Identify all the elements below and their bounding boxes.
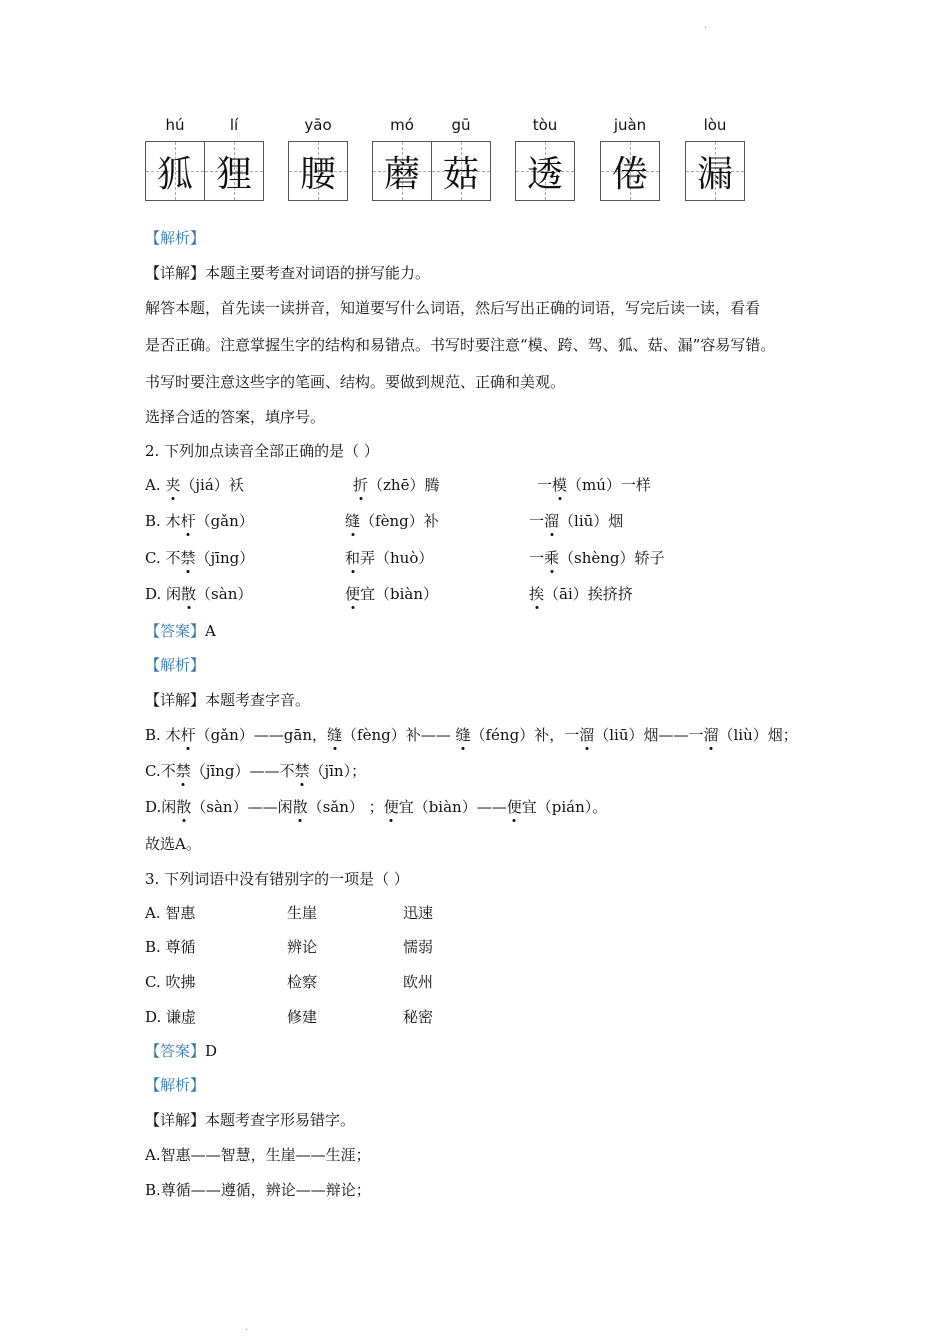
- q3-explain-a: A.智惠——智慧，生崖——生涯；: [145, 1146, 371, 1164]
- char-box: 狸: [205, 141, 264, 201]
- q2-explain-c: C.不禁（jīng）——不禁（jīn）；: [145, 762, 367, 780]
- char-box: 透: [515, 141, 575, 201]
- q3-answer: 【答案】D: [145, 1042, 218, 1060]
- pinyin: juàn: [613, 116, 647, 134]
- question-3-stem: 3. 下列词语中没有错别字的一项是（ ）: [145, 870, 409, 888]
- header-dot: .: [704, 20, 708, 31]
- q2-explain-d: D.闲散（sàn）——闲散（sǎn） ；便宜（biàn）——便宜（pián）。: [145, 798, 608, 816]
- q2-answer: 【答案】A: [145, 622, 216, 640]
- pinyin: lí: [229, 116, 239, 134]
- detail-line: 【详解】本题主要考查对词语的拼写能力。: [145, 264, 431, 282]
- q3-detail: 【详解】本题考查字形易错字。: [145, 1111, 356, 1129]
- analysis-label: 【解析】: [145, 229, 206, 247]
- pinyin: mó: [390, 116, 414, 134]
- paragraph: 是否正确。注意掌握生字的结构和易错点。书写时要注意“模、跨、驾、狐、菇、漏”容易写错。: [145, 336, 776, 354]
- q2-explain-b: B. 木杆（gǎn）——gān，缝（fèng）补—— 缝（féng）补，一溜（liū）烟——一溜（liù）烟；: [145, 726, 798, 744]
- pinyin: hú: [165, 116, 185, 134]
- q2-detail: 【详解】本题考查字音。: [145, 691, 311, 709]
- pinyin: lòu: [703, 116, 727, 134]
- q2-conclusion: 故选A。: [145, 835, 201, 853]
- paragraph: 解答本题，首先读一读拼音，知道要写什么词语，然后写出正确的词语，写完后读一读，看看: [145, 299, 761, 317]
- char-box: 倦: [600, 141, 660, 201]
- q2-analysis-label: 【解析】: [145, 656, 206, 674]
- pinyin: yāo: [304, 116, 332, 134]
- char-box: 菇: [432, 141, 491, 201]
- question-2-stem: 2. 下列加点读音全部正确的是（ ）: [145, 442, 379, 460]
- q3-explain-b: B.尊循——遵循，辨论——辩论；: [145, 1181, 371, 1199]
- pinyin: tòu: [532, 116, 558, 134]
- footer-dot: .: [245, 1322, 249, 1333]
- q3-analysis-label: 【解析】: [145, 1076, 206, 1094]
- paragraph: 书写时要注意这些字的笔画、结构。要做到规范、正确和美观。: [145, 373, 566, 391]
- pinyin: gū: [451, 116, 471, 134]
- char-box: 狐: [145, 141, 205, 201]
- char-box: 蘑: [372, 141, 432, 201]
- paragraph: 选择合适的答案，填序号。: [145, 408, 326, 426]
- char-box: 腰: [288, 141, 348, 201]
- char-box: 漏: [685, 141, 745, 201]
